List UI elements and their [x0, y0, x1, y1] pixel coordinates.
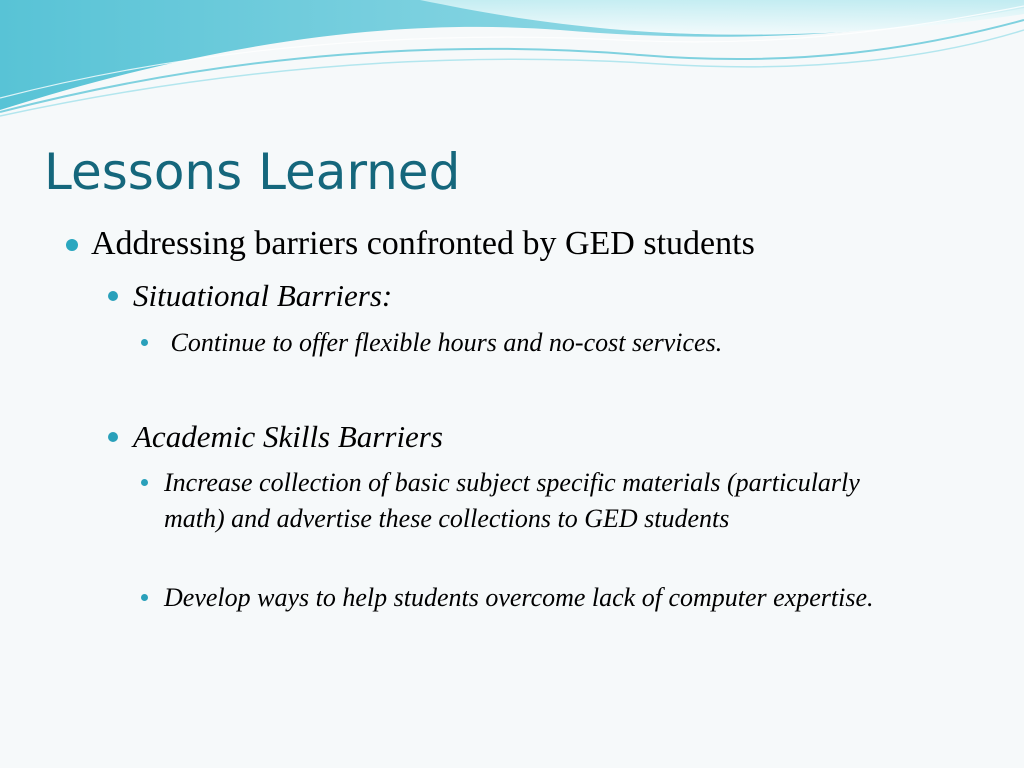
slide-title: Lessons Learned	[44, 143, 461, 201]
bullet-text: Situational Barriers:	[133, 278, 393, 313]
bullet-dot-icon	[141, 594, 148, 601]
bullet-text: Addressing barriers confronted by GED students	[91, 225, 755, 262]
bullet-text: Increase collection of basic subject specific materials (particularly math) and advertise these collections to GED students	[164, 468, 860, 533]
bullet-text: Develop ways to help students overcome lack of computer expertise.	[164, 583, 874, 612]
bullet-text: Continue to offer flexible hours and no-cost services.	[164, 328, 723, 357]
bullet-item-flexible-hours	[164, 325, 924, 361]
bullet-dot-icon	[66, 239, 78, 251]
bullet-text: Academic Skills Barriers	[133, 419, 443, 454]
bullet-item-academic-skills-barriers	[133, 418, 443, 455]
bullet-item-computer-expertise	[164, 580, 924, 616]
bullet-item-situational-barriers	[133, 277, 392, 314]
bullet-item-level1	[91, 224, 755, 265]
bullet-dot-icon	[108, 291, 118, 301]
header-wave-decoration	[0, 0, 1024, 120]
bullet-dot-icon	[108, 432, 118, 442]
bullet-item-subject-materials	[164, 465, 924, 537]
bullet-dot-icon	[141, 339, 148, 346]
bullet-dot-icon	[141, 479, 148, 486]
